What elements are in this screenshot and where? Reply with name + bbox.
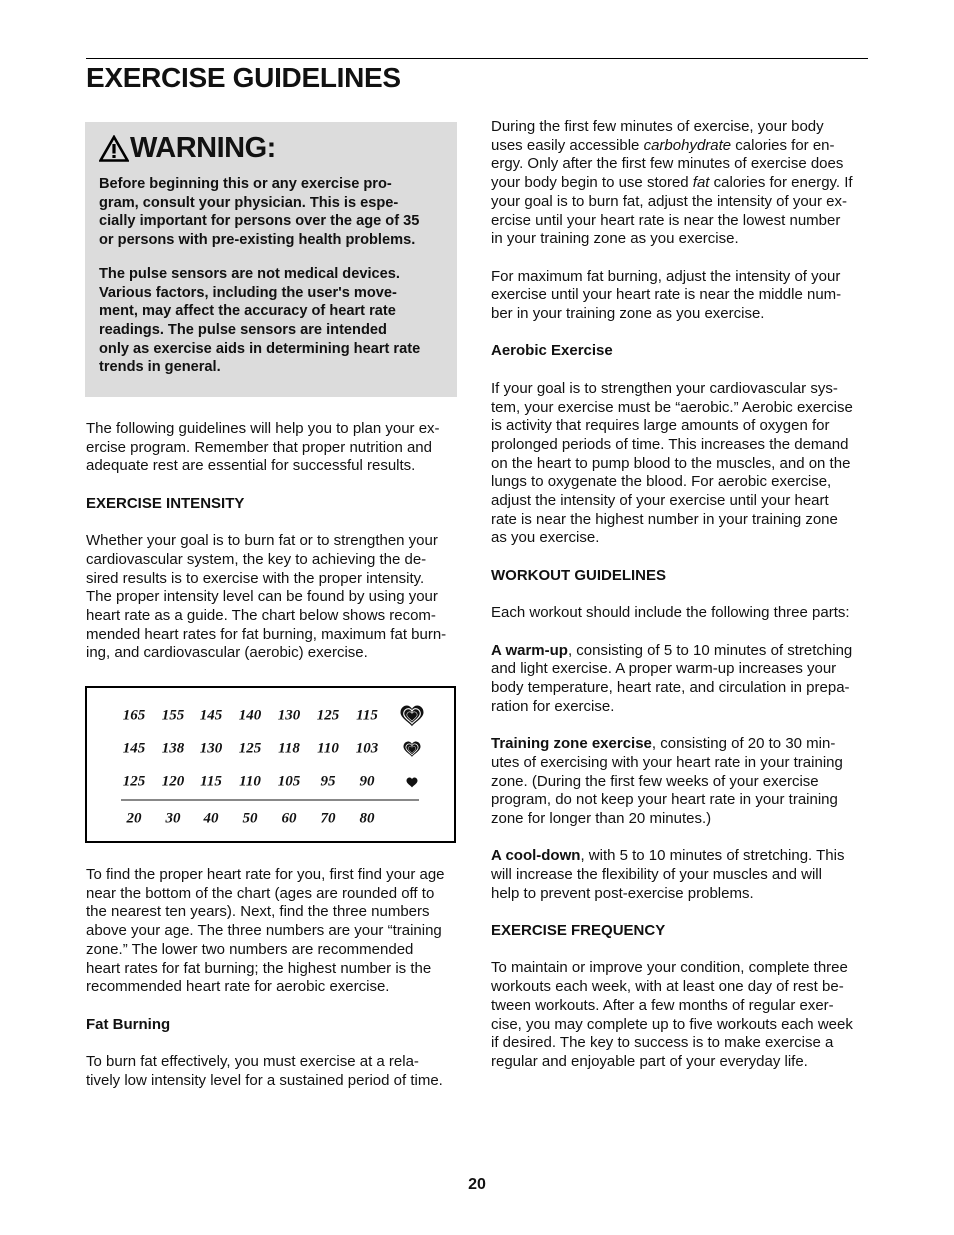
page-number: 20	[468, 1176, 486, 1193]
heart-rate-value: 145	[122, 740, 146, 757]
chart-row-1	[123, 706, 424, 727]
heart-rate-chart-svg	[87, 688, 454, 841]
training-zone-paragraph: Training zone exercise, consisting of 20 to 30 min- utes of exercising with your heart rate in your training zone. (During the first few weeks of your exercise program, do not keep your heart rate in your training zone for longer than 20 minutes.)	[491, 735, 843, 827]
heart-rate-value: 115	[356, 707, 378, 724]
age-value: 20	[126, 810, 142, 827]
frequency-heading: EXERCISE FREQUENCY	[491, 922, 666, 940]
heart-rate-value: 118	[278, 740, 300, 757]
chart-row-2	[123, 740, 421, 756]
warm-up-paragraph: A warm-up, consisting of 5 to 10 minutes of stretching and light exercise. A proper warm-up increases your body temperature, heart rate, and circulation in prepa- ration for exercise.	[491, 641, 853, 715]
frequency-paragraph: To maintain or improve your condition, complete three workouts each week, with at least one day of rest be- tween workouts. After a few months of regular exer- cise, you may complete up to five workouts each week if desired. The key to success is to make exercise a regular and enjoyable part of your everyday life.	[491, 959, 853, 1070]
heart-rate-value: 138	[161, 740, 185, 757]
max-fat-burning-paragraph: For maximum fat burning, adjust the intensity of your exercise until your heart rate is near the middle num- ber in your training zone as you exercise.	[491, 267, 842, 323]
heart-rate-value: 105	[277, 773, 301, 790]
heart-rate-value: 115	[200, 773, 222, 790]
heart-rate-value: 90	[359, 773, 375, 790]
warning-heading	[99, 128, 443, 168]
workout-heading: WORKOUT GUIDELINES	[491, 566, 666, 584]
age-row	[126, 810, 376, 826]
heart-rate-value: 125	[316, 707, 340, 724]
cool-down-paragraph: A cool-down, with 5 to 10 minutes of stretching. This will increase the flexibility of your muscles and will help to prevent post-exercise problems.	[491, 847, 845, 902]
heart-rate-value: 155	[161, 707, 185, 724]
heart-rate-value: 110	[239, 773, 261, 790]
heart-rate-value: 120	[161, 773, 185, 790]
heart-rate-value: 145	[199, 707, 223, 724]
heart-rate-value: 110	[317, 740, 339, 757]
workout-intro: Each workout should include the following three parts:	[491, 604, 850, 622]
warning-paragraph-sensors: The pulse sensors are not medical devices. Various factors, including the user's move- ment, may affect the accuracy of heart rate readings. The pulse sensors are intended only as exercise aids in determining heart rate trends in general.	[99, 265, 421, 376]
left-column-lower	[86, 866, 461, 1109]
chart-row-3	[123, 773, 418, 789]
right-column	[491, 118, 869, 1090]
warning-triangle-icon	[99, 135, 129, 162]
intro-paragraph: The following guidelines will help you to plan your ex- ercise program. Remember that proper nutrition and adequate rest are essential for successful results.	[86, 420, 440, 475]
heart-rate-value: 125	[238, 740, 262, 757]
small-heart-icon	[407, 778, 418, 788]
fat-burning-paragraph: To burn fat effectively, you must exercise at a rela- tively low intensity level for a sustained period of time.	[86, 1053, 443, 1089]
heart-rate-value: 165	[122, 707, 146, 724]
warning-paragraph-physician: Before beginning this or any exercise pro- gram, consult your physician. This is espe- cially important for persons over the age of 35 or persons with pre-existing health problems.	[99, 176, 420, 249]
large-heart-icon	[401, 706, 424, 727]
age-value: 40	[203, 810, 219, 827]
age-value: 30	[165, 810, 181, 827]
aerobic-heading: Aerobic Exercise	[491, 342, 613, 360]
heart-rate-value: 130	[277, 707, 301, 724]
carbohydrate-paragraph: During the first few minutes of exercise, your body uses easily accessible carbohydrate calories for en- ergy. Only after the first few minutes of exercise does your body begin to use stored fat calories for energy. If your goal is to burn fat, adjust the intensity of your ex- ercise until your heart rate is near the lowest number in your training zone as you exercise.	[491, 118, 853, 248]
aerobic-paragraph: If your goal is to strengthen your cardiovascular sys- tem, your exercise must be “aerobic.” Aerobic exercise is activity that requires large amounts of oxygen for prolonged periods of time. This increases the demand on the heart to pump blood to the muscles, and on the lungs to oxygenate the blood. For aerobic exercise, adjust the intensity of your exercise until your heart rate is near the highest number in your training zone as you exercise.	[491, 379, 853, 547]
heart-rate-value: 125	[122, 773, 146, 790]
age-value: 80	[359, 810, 375, 827]
left-column	[86, 420, 461, 682]
intensity-paragraph: Whether your goal is to burn fat or to strengthen your cardiovascular system, the key to achieving the de- sired results is to exercise with the proper intensity. The proper intensity level can be found by using your heart rate as a guide. The chart below shows recom- mended heart rates for fat burning, maximum fat burn- ing, and cardiovascular (aerobic) exercise.	[86, 532, 447, 662]
page-title: EXERCISE GUIDELINES	[86, 62, 401, 93]
find-heart-rate-paragraph: To find the proper heart rate for you, first find your age near the bottom of the chart (ages are rounded off to the nearest ten years). Next, find the three numbers above your age. The three numbers are your “training zone.” The lower two numbers are recommended heart rates for fat burning; the highest number is the recommended heart rate for aerobic exercise.	[86, 866, 445, 996]
medium-heart-icon	[404, 742, 421, 757]
age-value: 50	[242, 810, 258, 827]
fat-burning-heading: Fat Burning	[86, 1015, 171, 1033]
heart-rate-value: 103	[355, 740, 379, 757]
heart-rate-value: 95	[320, 773, 336, 790]
heart-rate-chart	[85, 686, 456, 843]
warning-title: WARNING:	[130, 131, 276, 164]
heart-rate-value: 140	[238, 707, 262, 724]
age-value: 70	[320, 810, 336, 827]
intensity-heading: EXERCISE INTENSITY	[86, 494, 245, 512]
warning-box	[85, 122, 457, 397]
heart-rate-value: 130	[199, 740, 223, 757]
age-value: 60	[281, 810, 297, 827]
